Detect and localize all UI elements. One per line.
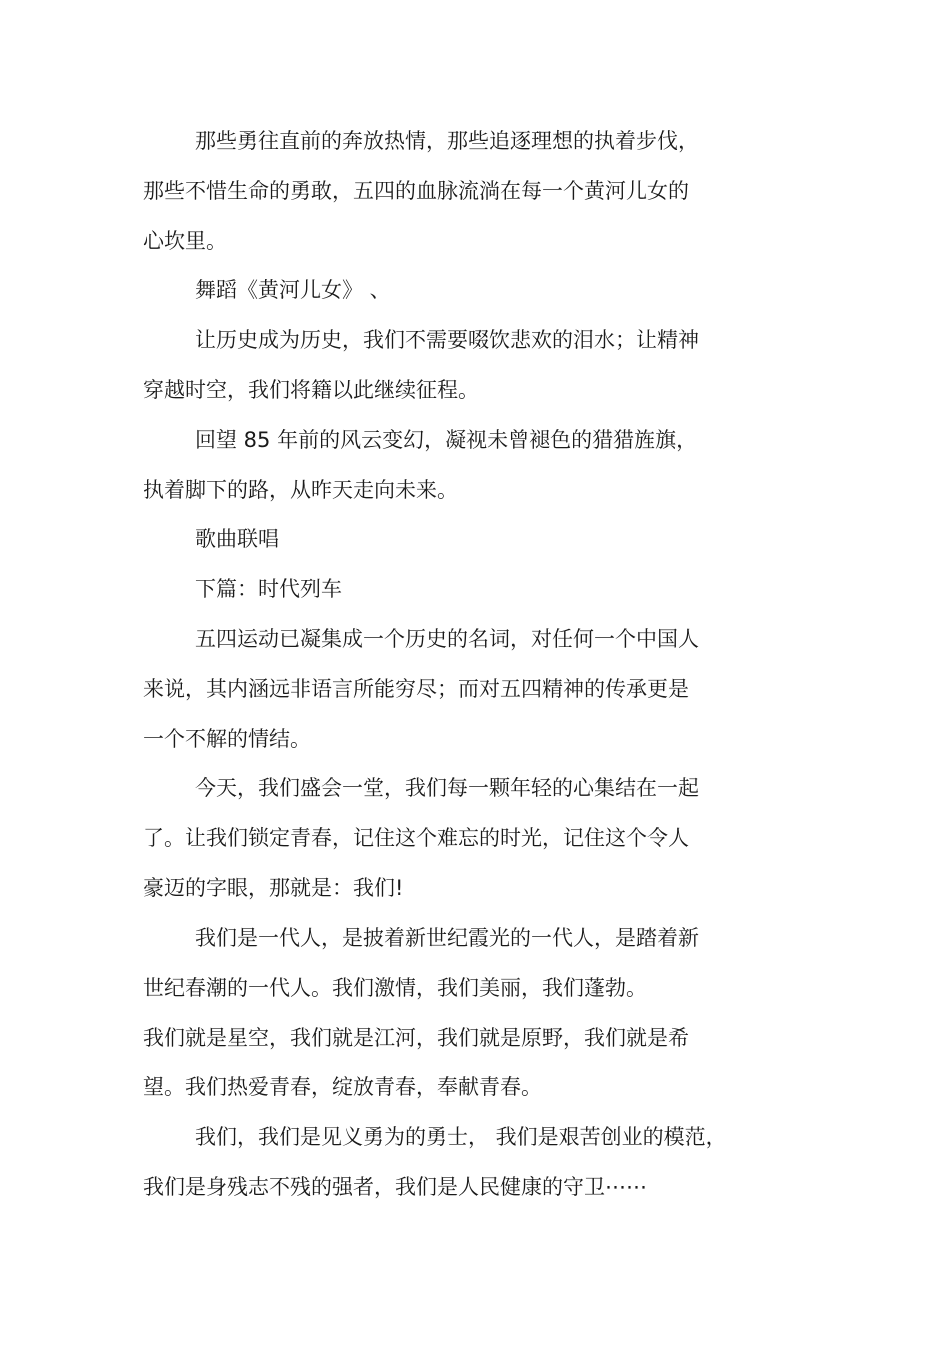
text-line-9: 歌曲联唱 bbox=[195, 527, 279, 551]
text-line-22: 我们是身残志不残的强者，我们是人民健康的守卫⋯⋯ bbox=[143, 1175, 647, 1199]
text-line-4: 舞蹈《黄河儿女》 、 bbox=[195, 278, 391, 302]
text-line-7: 回望 85 年前的风云变幻，凝视未曾褪色的猎猎旌旗， bbox=[195, 428, 698, 452]
text-line-11: 五四运动已凝集成一个历史的名词，对任何一个中国人 bbox=[195, 627, 699, 651]
text-line-15: 了。让我们锁定青春，记住这个难忘的时光，记住这个令人 bbox=[143, 826, 689, 850]
text-line-19: 我们就是星空，我们就是江河，我们就是原野，我们就是希 bbox=[143, 1026, 689, 1050]
text-line-8: 执着脚下的路，从昨天走向未来。 bbox=[143, 478, 458, 502]
text-line-20: 望。我们热爱青春，绽放青春，奉献青春。 bbox=[143, 1075, 542, 1099]
text-line-2: 那些不惜生命的勇敢，五四的血脉流淌在每一个黄河儿女的 bbox=[143, 179, 689, 203]
text-line-18: 世纪春潮的一代人。我们激情，我们美丽，我们蓬勃。 bbox=[143, 976, 647, 1000]
text-line-13: 一个不解的情结。 bbox=[143, 727, 311, 751]
text-line-1: 那些勇往直前的奔放热情，那些追逐理想的执着步伐， bbox=[195, 129, 699, 153]
text-line-16: 豪迈的字眼，那就是：我们! bbox=[143, 876, 404, 900]
text-line-21: 我们，我们是见义勇为的勇士， 我们是艰苦创业的模范， bbox=[195, 1125, 727, 1149]
text-line-12: 来说，其内涵远非语言所能穷尽；而对五四精神的传承更是 bbox=[143, 677, 689, 701]
text-line-14: 今天，我们盛会一堂，我们每一颗年轻的心集结在一起 bbox=[195, 776, 699, 800]
text-line-17: 我们是一代人，是披着新世纪霞光的一代人，是踏着新 bbox=[195, 926, 699, 950]
text-line-3: 心坎里。 bbox=[143, 229, 227, 253]
text-line-5: 让历史成为历史，我们不需要啜饮悲欢的泪水；让精神 bbox=[195, 328, 699, 352]
text-line-6: 穿越时空，我们将籍以此继续征程。 bbox=[143, 378, 479, 402]
text-line-10: 下篇：时代列车 bbox=[195, 577, 342, 601]
